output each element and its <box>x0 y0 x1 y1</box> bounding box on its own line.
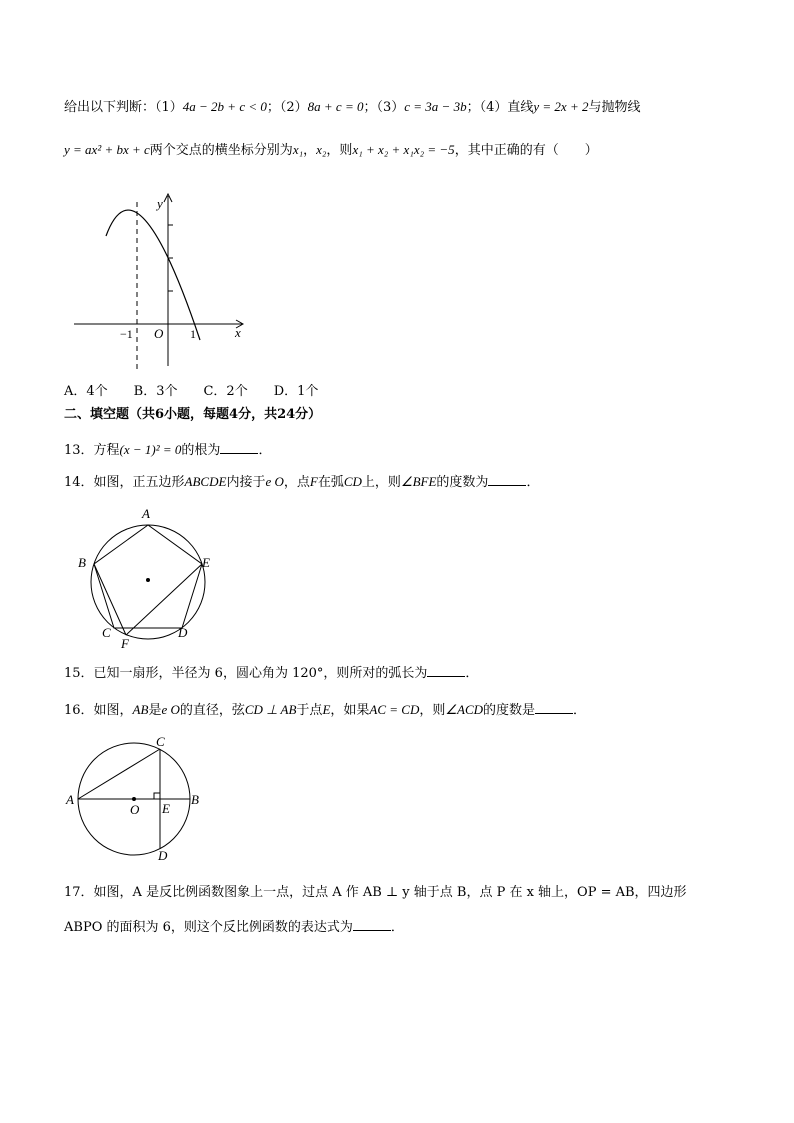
section-heading <box>64 405 321 425</box>
label-c: C <box>102 625 111 640</box>
label-a: A <box>142 506 150 521</box>
q14 <box>64 472 539 493</box>
parabola-curve <box>106 210 200 340</box>
x-axis-label: x <box>235 325 241 340</box>
q15-text: 15．已知一扇形，半径为 6，圆心角为 120°，则所对的弧长为 <box>64 666 428 681</box>
label-b: B <box>78 555 86 570</box>
circle-symbol: e O <box>265 474 284 489</box>
x2-symbol: x₂ <box>316 142 327 157</box>
q13-equation: (x − 1)² = 0 <box>119 442 182 457</box>
q17-line1 <box>64 883 687 903</box>
q14-mid: ，点 <box>283 475 310 490</box>
q16 <box>64 700 586 721</box>
q17-end: ． <box>390 920 404 935</box>
q16-mid: 是 <box>148 703 162 718</box>
q16-lead: 16．如图， <box>64 703 133 718</box>
q12-line2-mid: 两个交点的横坐标分别为 <box>149 143 293 158</box>
center-dot <box>146 578 150 582</box>
sum-expression: x₁ + x₂ + x₁x₂ = −5 <box>352 142 455 157</box>
arc-equality: AC = CD <box>369 702 420 717</box>
pentagon-figure <box>74 500 224 650</box>
q16-mid: ，则 <box>419 703 446 718</box>
label-f: F <box>121 636 129 651</box>
label-e: E <box>162 801 170 816</box>
q14-lead: 14．如图，正五边形 <box>64 475 185 490</box>
q14-end: ． <box>526 475 540 490</box>
label-a: A <box>66 792 74 807</box>
section-heading-text: 二、填空题（共6小题，每题4分，共24分） <box>64 407 322 422</box>
center-dot <box>132 797 136 801</box>
tick-label-1: 1 <box>190 327 196 341</box>
origin-label: O <box>154 326 164 341</box>
point-e: E <box>322 702 331 717</box>
q16-mid: 的直径，弦 <box>179 703 245 718</box>
q16-mid: 于点 <box>296 703 323 718</box>
y-axis-label: y <box>157 196 163 211</box>
angle-bfe: ∠BFE <box>400 474 437 489</box>
answer-blank[interactable] <box>220 441 258 454</box>
segment-ac <box>78 749 160 799</box>
q12-line1 <box>64 97 640 118</box>
q12-lead-text: 给出以下判断：（1） <box>64 100 183 115</box>
pentagon <box>94 525 202 628</box>
q14-mid: 在弧 <box>317 475 344 490</box>
sep-text: ；（2） <box>266 100 308 115</box>
label-o: O <box>130 802 140 817</box>
label-b: B <box>191 792 199 807</box>
q12-line1-tail: 与抛物线 <box>588 100 641 115</box>
q17-line2 <box>64 918 404 938</box>
q13-tail: 的根为 <box>181 443 221 458</box>
answer-blank[interactable] <box>427 664 465 677</box>
q16-end: ． <box>573 703 587 718</box>
q12-line2-tail: ，其中正确的有（ ） <box>454 143 598 158</box>
q14-mid: 内接于 <box>226 475 266 490</box>
q12-line2 <box>64 140 598 161</box>
angle-acd: ∠ACD <box>445 702 484 717</box>
q12-then: ，则 <box>326 143 353 158</box>
sep-text: ；（4）直线 <box>466 100 534 115</box>
label-d: D <box>158 848 168 863</box>
parabola-equation: y = ax² + bx + c <box>64 142 150 157</box>
q12-options <box>64 382 318 402</box>
x1-symbol: x₁ <box>292 142 304 157</box>
pentagon-name: ABCDE <box>184 474 227 489</box>
point-f: F <box>309 474 318 489</box>
comma: ， <box>303 143 317 158</box>
sep-text: ；（3） <box>363 100 405 115</box>
q17-line2-text: ABPO 的面积为 6，则这个反比例函数的表达式为 <box>64 920 353 935</box>
right-angle-mark <box>154 793 160 799</box>
q16-mid: ，如果 <box>330 703 370 718</box>
q15 <box>64 664 478 684</box>
answer-blank[interactable] <box>488 473 526 486</box>
judgment-3: c = 3a − 3b <box>404 99 467 114</box>
arc-cd: CD <box>343 474 362 489</box>
tick-label-neg1: −1 <box>120 327 133 341</box>
answer-options: A．4个 B．3个 C．2个 D．1个 <box>64 384 319 399</box>
segment-ab: AB <box>132 702 149 717</box>
q13-lead: 13．方程 <box>64 443 120 458</box>
q13-end: ． <box>258 443 272 458</box>
q14-mid: 上，则 <box>361 475 401 490</box>
q16-tail: 的度数是 <box>483 703 536 718</box>
circle-symbol: e O <box>161 702 180 717</box>
judgment-1: 4a − 2b + c < 0 <box>182 99 267 114</box>
label-e: E <box>202 555 210 570</box>
parabola-graph <box>70 188 250 373</box>
label-c: C <box>156 734 165 749</box>
circle-chord-figure <box>64 734 214 864</box>
answer-blank[interactable] <box>535 701 573 714</box>
answer-blank[interactable] <box>353 918 391 931</box>
line-equation: y = 2x + 2 <box>533 99 589 114</box>
q13 <box>64 440 271 461</box>
q14-tail: 的度数为 <box>436 475 489 490</box>
q17-line1-text: 17．如图，A 是反比例函数图象上一点，过点 A 作 AB ⊥ y 轴于点 B，点 P 在 x 轴上，OP = AB，四边形 <box>64 885 687 900</box>
perp-expression: CD ⊥ AB <box>244 702 297 717</box>
judgment-2: 8a + c = 0 <box>307 99 364 114</box>
q15-end: ． <box>465 666 479 681</box>
label-d: D <box>178 625 188 640</box>
